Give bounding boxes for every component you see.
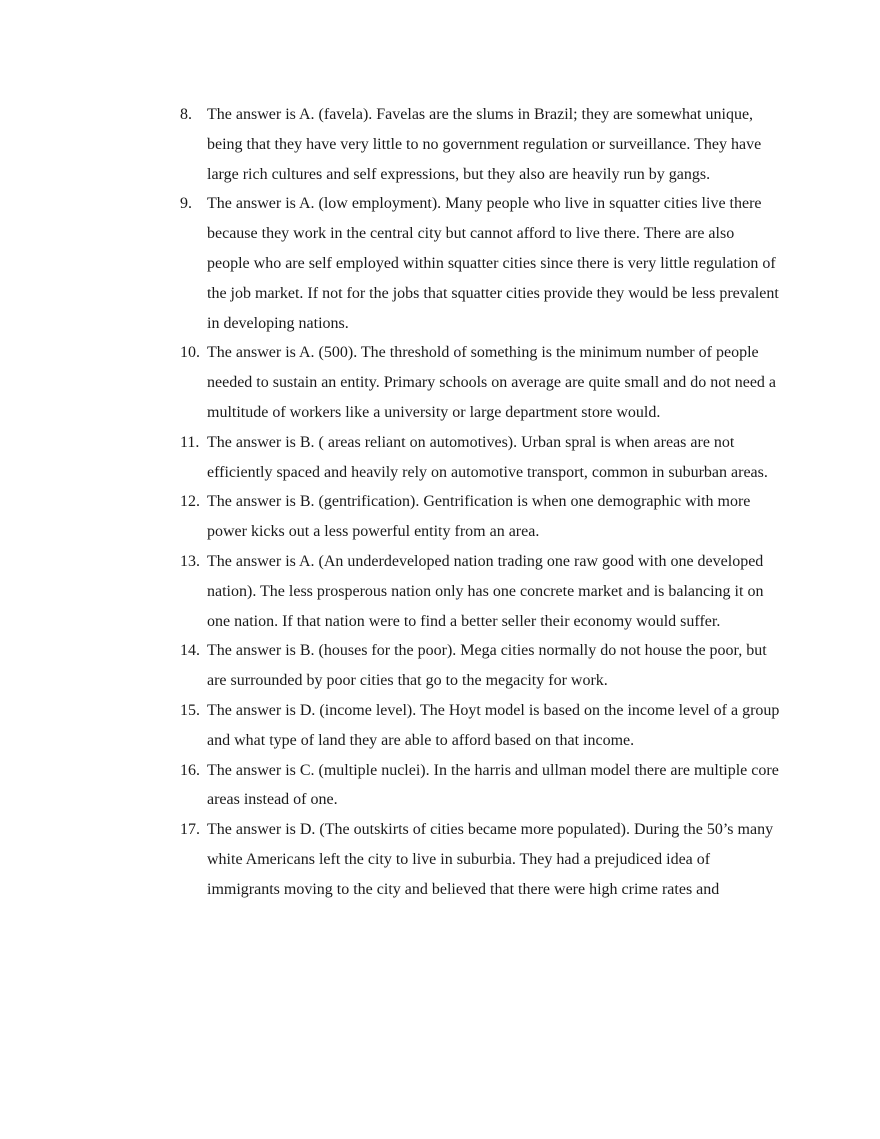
item-number: 14. [180, 642, 200, 660]
item-number: 17. [180, 821, 200, 839]
item-text: The answer is D. (The outskirts of cities became more populated). During the 50’s many white Americans left the city to live in suburbia. They had a prejudiced idea of immigrants moving to the city and believed that there were high crime rates and [207, 821, 774, 898]
answer-list [180, 100, 780, 905]
item-text: The answer is A. (favela). Favelas are the slums in Brazil; they are somewhat unique, being that they have very little to no government regulation or surveillance. They have large rich cultures and self expressions, but they also are heavily run by gangs. [207, 106, 762, 183]
answer-item-17 [180, 815, 780, 904]
item-number: 13. [180, 552, 200, 570]
item-text: The answer is B. ( areas reliant on automotives). Urban spral is when areas are not efficiently spaced and heavily rely on automotive transport, common in suburban areas. [207, 433, 768, 481]
answer-item-8 [180, 100, 780, 189]
item-text: The answer is A. (500). The threshold of something is the minimum number of people needed to sustain an entity. Primary schools on average are quite small and do not need a multitude of workers like a university or large department store would. [207, 344, 777, 421]
item-text: The answer is B. (houses for the poor). Mega cities normally do not house the poor, but are surrounded by poor cities that go to the megacity for work. [207, 642, 767, 690]
answer-item-15 [180, 696, 780, 756]
item-text: The answer is A. (low employment). Many people who live in squatter cities live there because they work in the central city but cannot afford to live there. There are also people who are self employed within squatter cities since there is very little regulation of the job market. If not for the jobs that squatter cities provide they would be less prevalent in developing nations. [207, 195, 779, 332]
answer-item-11 [180, 428, 780, 488]
item-text: The answer is A. (An underdeveloped nation trading one raw good with one developed nation). The less prosperous nation only has one concrete market and is balancing it on one nation. If that nation were to find a better seller their economy would suffer. [207, 552, 764, 630]
item-text: The answer is C. (multiple nuclei). In the harris and ullman model there are multiple core areas instead of one. [207, 761, 779, 809]
item-number: 9. [180, 195, 192, 213]
item-number: 16. [180, 761, 200, 779]
answer-item-16 [180, 756, 780, 816]
item-number: 8. [180, 106, 192, 123]
item-number: 11. [180, 433, 200, 451]
item-number: 10. [180, 344, 200, 362]
item-text: The answer is D. (income level). The Hoyt model is based on the income level of a group and what type of land they are able to afford based on that income. [207, 701, 780, 749]
item-number: 12. [180, 493, 200, 511]
item-text: The answer is B. (gentrification). Gentrification is when one demographic with more power kicks out a less powerful entity from an area. [207, 493, 751, 541]
answer-item-14 [180, 636, 780, 696]
answer-item-12 [180, 487, 780, 547]
answer-item-13 [180, 547, 780, 636]
item-number: 15. [180, 701, 200, 719]
answer-item-9 [180, 189, 780, 338]
answer-item-10 [180, 338, 780, 427]
